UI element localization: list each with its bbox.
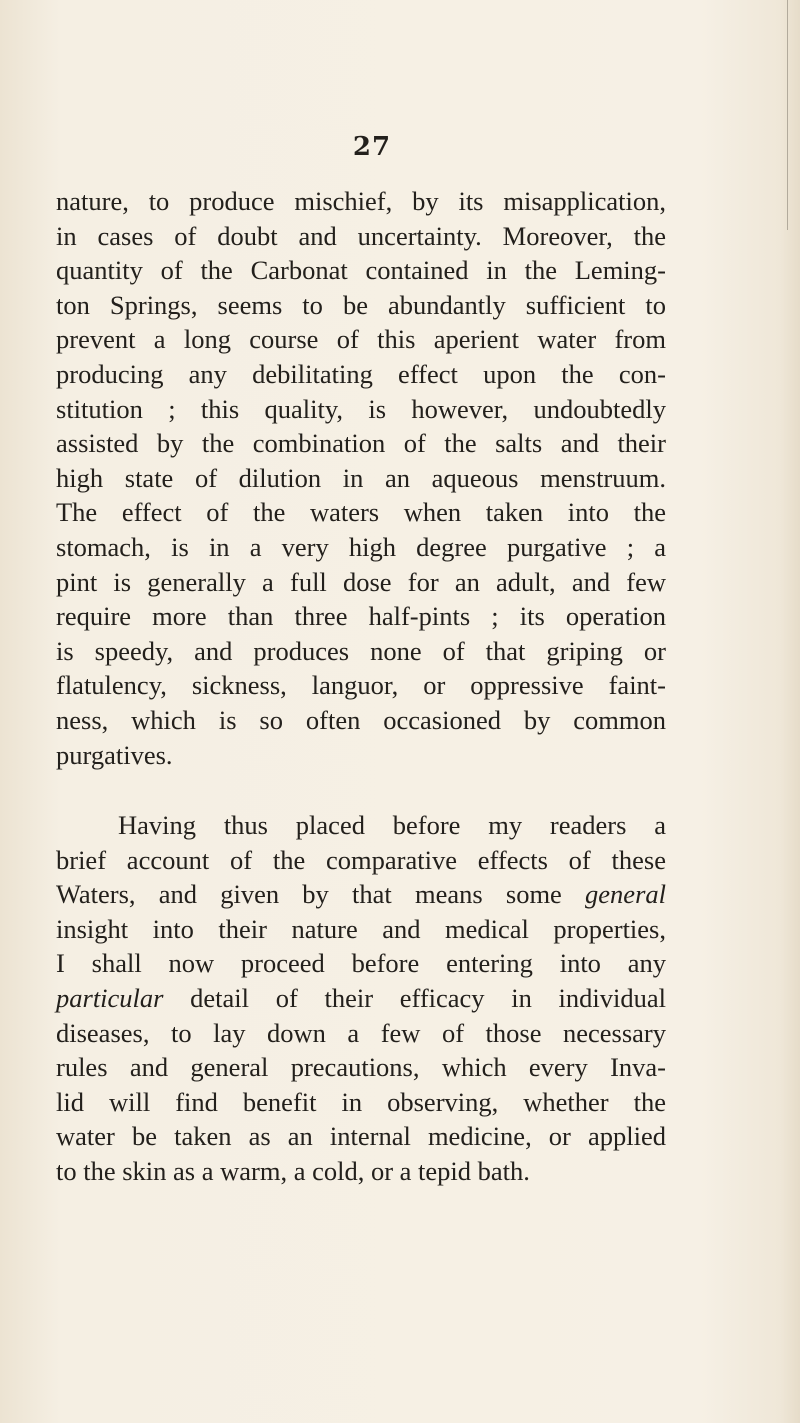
text-line: Having thus placed before my readers a: [118, 810, 666, 841]
text-line: diseases, to lay down a few of those necessary: [56, 1017, 666, 1048]
text-line: [56, 981, 666, 1016]
page-edge-shadow: [787, 0, 788, 230]
text-line: quantity of the Carbonat contained in the Leming-: [56, 255, 666, 286]
text-line: producing any debilitating effect upon the con-: [56, 358, 666, 389]
text-line: stomach, is in a very high degree purgative ; a: [56, 531, 666, 562]
text-line: is speedy, and produces none of that griping or: [56, 635, 666, 666]
italic-word: particular: [56, 983, 164, 1014]
text-line: ton Springs, seems to be abundantly sufficient to: [56, 289, 666, 320]
text-line: I shall now proceed before entering into any: [56, 948, 666, 979]
text-line: The effect of the waters when taken into the: [56, 497, 666, 528]
text-line: stitution ; this quality, is however, undoubtedly: [56, 393, 666, 424]
text-line: nature, to produce mischief, by its misapplication,: [56, 186, 666, 216]
text-fragment: Waters, and given by that means some: [56, 879, 586, 910]
page-number: 27: [352, 132, 392, 162]
text-line: prevent a long course of this aperient water from: [56, 324, 666, 355]
text-line: to the skin as a warm, a cold, or a tepid bath.: [56, 1156, 530, 1187]
paragraph-1: [56, 184, 666, 772]
italic-word: general: [585, 879, 666, 910]
text-line: insight into their nature and medical properties,: [56, 913, 666, 944]
text-line: ness, which is so often occasioned by common: [56, 704, 666, 735]
text-fragment: detail of their efficacy in individual: [163, 983, 666, 1014]
text-line: in cases of doubt and uncertainty. Moreover, the: [56, 220, 666, 251]
paragraph-2: [56, 808, 666, 1189]
text-line: rules and general precautions, which every Inva-: [56, 1052, 666, 1083]
text-line: assisted by the combination of the salts and their: [56, 428, 666, 459]
body-text: [56, 184, 666, 1189]
text-line: lid will find benefit in observing, whether the: [56, 1086, 666, 1117]
text-line: high state of dilution in an aqueous menstruum.: [56, 462, 666, 493]
text-line: require more than three half-pints ; its operation: [56, 601, 666, 632]
text-line: purgatives.: [56, 739, 173, 770]
text-line: [56, 877, 666, 912]
text-line: water be taken as an internal medicine, or applied: [56, 1121, 666, 1152]
text-line: flatulency, sickness, languor, or oppressive faint-: [56, 670, 666, 701]
paragraph-gap: [56, 772, 666, 808]
text-line: brief account of the comparative effects of these: [56, 844, 666, 875]
text-line: pint is generally a full dose for an adult, and few: [56, 566, 666, 597]
